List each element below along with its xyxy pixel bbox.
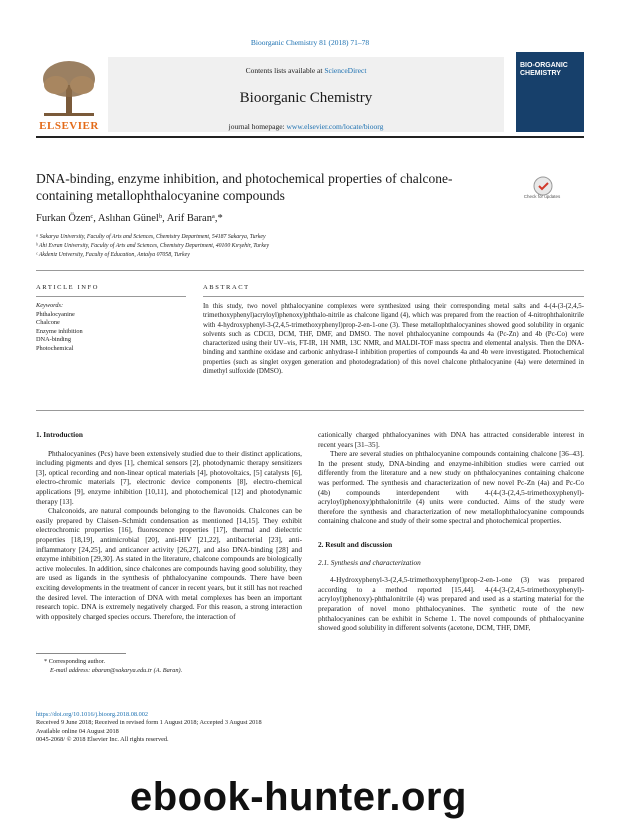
keyword-item: Enzyme inhibition <box>36 327 83 335</box>
affiliation-b: ᵇ Ahi Evran University, Faculty of Arts and Sciences, Chemistry Department, 40100 Kırşehir, Turkey <box>36 243 270 249</box>
left-column <box>36 430 302 621</box>
article-info-rule <box>36 296 186 297</box>
cover-title-line1: BIO-ORGANIC <box>520 62 568 69</box>
abstract-rule <box>203 296 584 297</box>
homepage-link[interactable]: www.elsevier.com/locate/bioorg <box>286 122 384 131</box>
results-paragraph: 4-Hydroxyphenyl-3-(2,4,5-trimethoxyphenyl)prop-2-en-1-one (3) was prepared according to a method reported [15,44]. 4-(4-(3-(2,4,5-trimethoxyphenyl)-acryloyl)phenoxy)-phthalonitrile (4) was prepared and used as a starting material for the preparation of novel mono phthalocyanines. The synthetic route of the new phthalocyanines can be exhibit in Scheme 1. The novel compounds of phthalocyanine showed good solubility in different solvents (acetone, DCM, THF, DMF, <box>318 575 584 633</box>
keywords-label: Keywords: <box>36 302 64 309</box>
sciencedirect-link[interactable]: ScienceDirect <box>324 66 367 75</box>
keywords-block <box>36 302 196 353</box>
affiliation-rule <box>36 270 584 271</box>
affiliation-c: ᶜ Akdeniz University, Faculty of Education, Antalya 07058, Turkey <box>36 252 190 258</box>
corresponding-author-note: * Corresponding author. <box>44 658 106 665</box>
footnote-rule <box>36 653 126 654</box>
results-heading: 2. Result and discussion <box>318 539 393 549</box>
copyright-line: 0045-2068/ © 2018 Elsevier Inc. All rights reserved. <box>36 736 169 744</box>
watermark-text: ebook-hunter.org <box>130 775 467 819</box>
abstract-heading: ABSTRACT <box>203 284 250 291</box>
cover-title-line2: CHEMISTRY <box>520 70 561 77</box>
intro-paragraph: There are several studies on phthalocyanine compounds containing chalcone [36–43]. In the present study, DNA-binding and enzyme-inhibition studies were carried out differently from the literature and a new study on phthalocyanines containing chalcone was performed. The synthesis and characterization of new novel Pc-Zn (4a) and Pc-Co (4b) compounds interdependent with 4-(4-(3-(2,4,5-trimethoxyphenyl)-acryloyl)phenoxy)phthalonitrile (4) units were conducted. Aims of the study were therefore the synthesis and characterization of new metallophthalocyanine compounds containing chalcone and study of their some spectral and photochemical properties. <box>318 449 584 526</box>
synthesis-subheading: 2.1. Synthesis and characterization <box>318 557 421 567</box>
contents-line <box>108 66 504 75</box>
elsevier-wordmark: ELSEVIER <box>39 120 99 132</box>
keyword-item: Phthalocyanine <box>36 310 75 318</box>
intro-paragraph: Chalconoids, are natural compounds belonging to the flavonoids. Chalcones can be easily prepared by Claisen–Schmidt condensation as mentioned [14,15]. They exhibit electrochromic properties [16], fluorescence properties [17], thermal and dielectric properties [18,19], antimicrobial [20], anti-HIV [21,22], antibacterial [23], anti-inflammatory [24,25], and anticancer activity [26,27], and also DNA-binding [28] and enzyme inhibition [29,30]. As stated in the literature, chalcone compounds are biologically active molecules. In addition, since chalcones are compounds having good solubility, they are used as ligands in the synthesis of phthalocyanine compounds. There have been exciting developments in the treatment of cancer in recent years, but it still has not reached the desired level. The interaction of DNA with metal complexes has been an important research topic. DNA is extremely negatively charged. For this reason, a strong interaction with oppositely charged species occurs. Therefore, the interaction of <box>36 506 302 621</box>
article-info-heading: ARTICLE INFO <box>36 284 100 291</box>
email-note[interactable]: E-mail address: abaran@sakarya.edu.tr (A. Baran). <box>50 667 183 674</box>
header-rule <box>36 136 584 138</box>
article-title: DNA-binding, enzyme inhibition, and photochemical properties of chalcone-containing metallophthalocyanine compounds <box>36 171 453 203</box>
keyword-item: DNA-binding <box>36 336 71 343</box>
journal-title: Bioorganic Chemistry <box>239 90 373 106</box>
journal-citation[interactable]: Bioorganic Chemistry 81 (2018) 71–78 <box>250 38 370 47</box>
homepage-label: journal homepage: <box>228 122 285 131</box>
affiliation-a: ᵃ Sakarya University, Faculty of Arts and Sciences, Chemistry Department, 54187 Sakarya, Turkey <box>36 234 266 240</box>
abstract-text: In this study, two novel phthalocyanine complexes were synthesized using their corresponding metal salts and 4-(4-(3-(2,4,5-trimethoxyphenyl)acryloyl)phenoxy)phthalo-nitrile as chalcone ligand (4), which was prepared from the reaction of 4-nitrophthalonitrile with 4-hydroxyphenyl-3-(2,4,5-trimethoxyphenyl)prop-2-en-1-one (3). These metallophthalocyanines showed good solubility in organic solvents such as CDCl3, DCM, THF, DMF, and DMSO. The novel phthalocyanine compounds 4a (Pc-Zn) and 4b (Pc-Co) were characterized using their UV–vis, FT-IR, 1H NMR, 13C NMR, and MALDI-TOF mass spectra and elemental analysis. Then the DNA-binding and xanthine oxidase and carbonic anhydrase-I inhibition properties of compounds 4a and 4b were investigated. Photochemical properties (such as singlet oxygen generation and photodegradation) of this novel chalcone phthalocyanine (4a) were determined in dimethyl sulfoxide (DMSO). <box>203 303 584 376</box>
author-list: Furkan Özenᶜ, Aslıhan Günelᵇ, Arif Baranᵃ,* <box>36 213 223 224</box>
publication-info <box>36 711 262 745</box>
abstract-bottom-rule <box>36 410 584 411</box>
check-for-updates-icon[interactable] <box>525 176 561 206</box>
check-for-updates-label: Check for updates <box>523 194 561 199</box>
keyword-item: Chalcone <box>36 319 60 326</box>
introduction-heading: 1. Introduction <box>36 430 83 439</box>
right-column <box>318 430 584 633</box>
homepage-line <box>108 122 504 131</box>
contents-prefix: Contents lists available at <box>245 66 323 75</box>
received-dates: Received 9 June 2018; Received in revised form 1 August 2018; Accepted 3 August 2018 <box>36 719 262 727</box>
journal-cover-title <box>520 62 580 78</box>
doi-link[interactable]: https://doi.org/10.1016/j.bioorg.2018.08.002 <box>36 711 149 718</box>
online-date: Available online 04 August 2018 <box>36 727 119 735</box>
keyword-item: Photochemical <box>36 344 74 352</box>
intro-continuation: cationically charged phthalocyanines with DNA has attracted considerable interest in recent years [31–35]. <box>318 430 584 449</box>
intro-paragraph: Phthalocyanines (Pcs) have been extensively studied due to their distinct applications, including pigments and dyes [1], chemical sensors [2], photodynamic therapy sensitizers [3], optical recording and non-linear optical materials [4], photovoltaics, [5] catalysts [6], electro-chromic materials [7], electronic device components [8], electro-chemical applications [9], enzyme inhibition [10,11], and photochemical [12] and photodynamic therapy [13]. <box>36 448 302 506</box>
